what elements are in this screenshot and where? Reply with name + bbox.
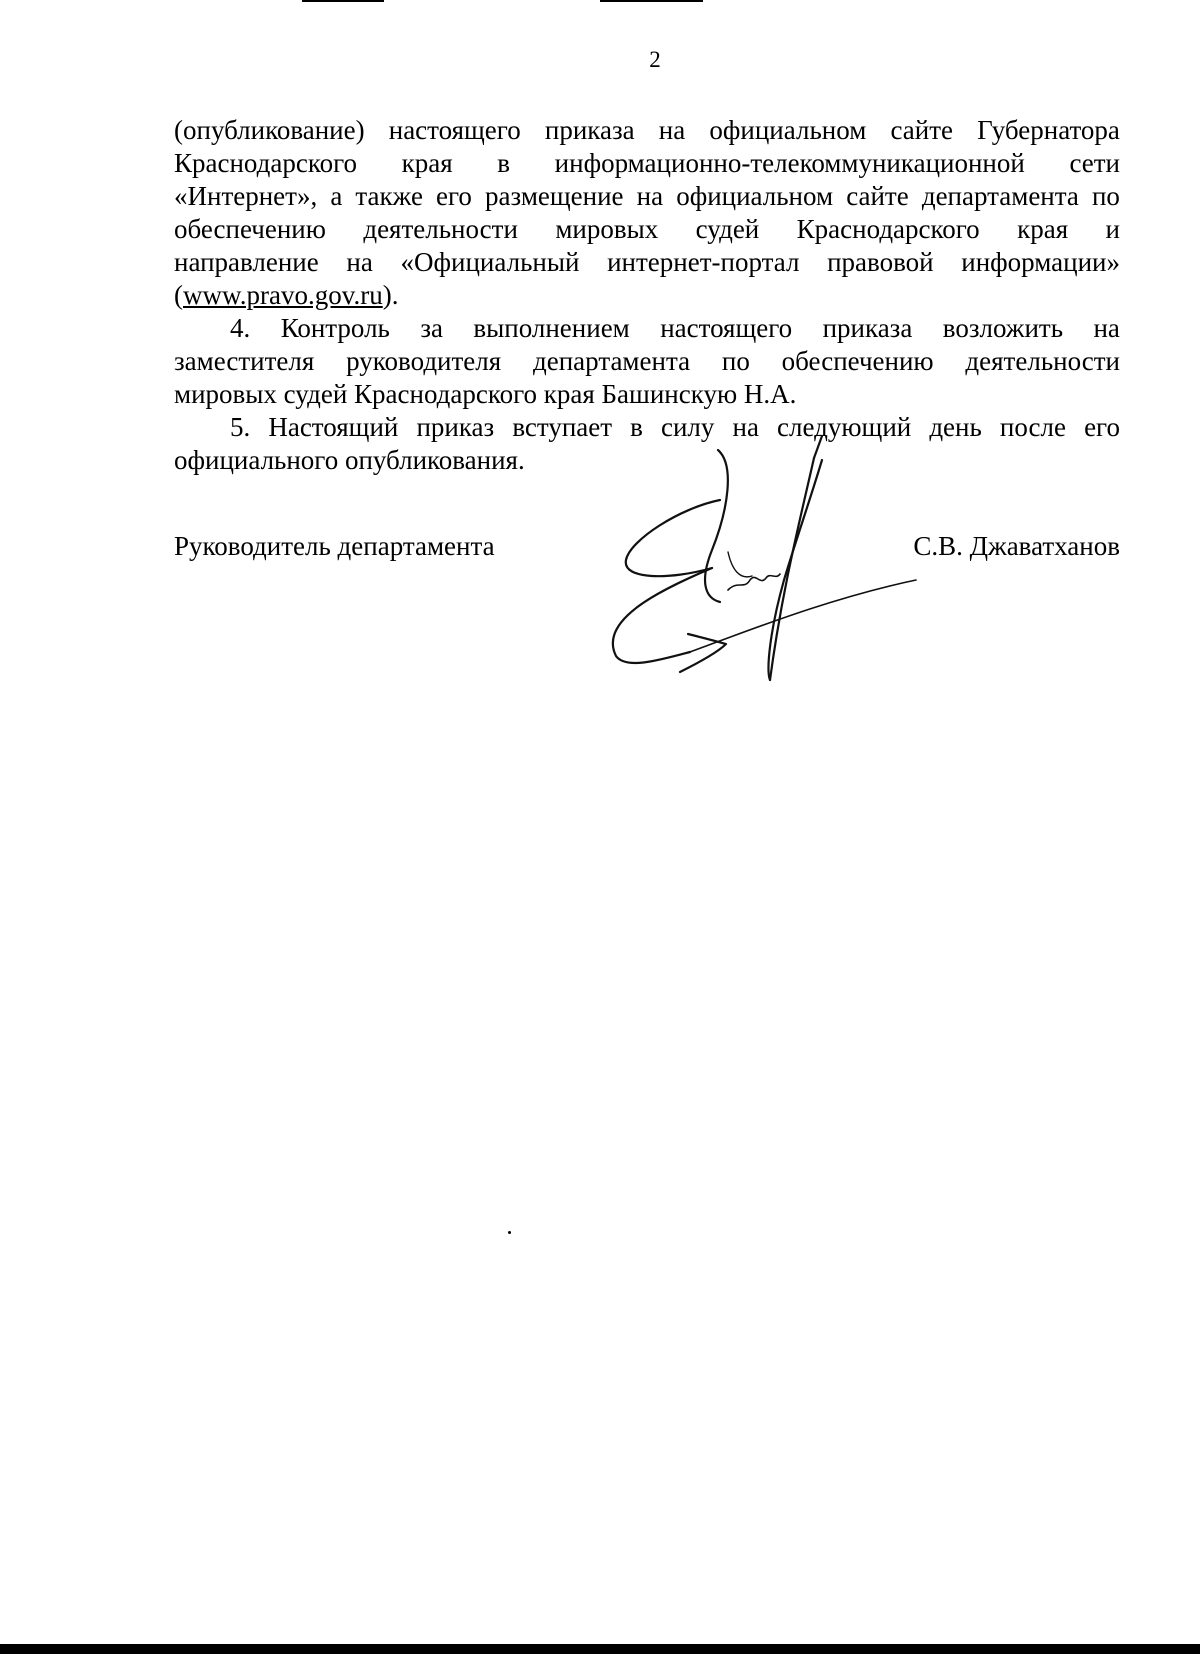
text-line — [174, 345, 1120, 378]
text-line — [174, 180, 1120, 213]
scan-bottom-border — [0, 1644, 1200, 1654]
word: Губернатора — [977, 115, 1120, 145]
paragraph-4 — [174, 312, 1120, 378]
word: день — [929, 412, 982, 442]
word: по — [1091, 181, 1120, 211]
paragraph-continuation — [174, 114, 1120, 279]
word: края — [1017, 214, 1069, 244]
word: обеспечению — [174, 214, 326, 244]
url-open: ( — [174, 280, 183, 310]
word: на — [1093, 313, 1120, 343]
signer-title: Руководитель департамента — [174, 531, 495, 561]
text-line — [174, 114, 1120, 147]
word: на — [346, 247, 373, 277]
word: официальном — [676, 181, 834, 211]
word: на — [658, 115, 686, 145]
paragraph-5-last-line: официального опубликования. — [174, 445, 525, 475]
url-close: ). — [382, 280, 399, 310]
word: а — [330, 181, 343, 211]
word: правовой — [827, 247, 934, 277]
word: руководителя — [346, 346, 502, 376]
word: «Интернет», — [174, 181, 318, 211]
word: «Официальный — [400, 247, 580, 277]
word: деятельности — [965, 346, 1120, 376]
text-line — [174, 147, 1120, 180]
official-portal-link[interactable]: www.pravo.gov.ru — [183, 280, 383, 310]
word: силу — [660, 412, 715, 442]
word: мировых — [555, 214, 659, 244]
word: в — [630, 412, 643, 442]
top-rule-left — [302, 0, 384, 2]
url-line — [174, 279, 1120, 312]
word: его — [1084, 412, 1120, 442]
signer-name: С.В. Джаватханов — [913, 531, 1120, 561]
document-body — [174, 114, 1120, 477]
word: 5. — [230, 412, 251, 442]
word: деятельности — [363, 214, 518, 244]
word: на — [636, 181, 664, 211]
word: судей — [695, 214, 760, 244]
word: возложить — [942, 313, 1064, 343]
word: заместителя — [174, 346, 315, 376]
word: сайте — [846, 181, 909, 211]
word: по — [721, 346, 750, 376]
word: направление — [174, 247, 319, 277]
word: информации» — [961, 247, 1120, 277]
word: настоящего — [660, 313, 793, 343]
word: вступает — [512, 412, 613, 442]
paragraph-4-last-line: мировых судей Краснодарского края Башинскую Н.А. — [174, 379, 797, 409]
word: на — [732, 412, 759, 442]
word: края — [401, 148, 453, 178]
word: (опубликование) — [174, 115, 365, 145]
word: департамента — [921, 181, 1079, 211]
word: размещение — [485, 181, 624, 211]
word: в — [497, 148, 511, 178]
word: Краснодарского — [174, 148, 358, 178]
word: Настоящий — [268, 412, 399, 442]
word: обеспечению — [781, 346, 934, 376]
word: следующий — [777, 412, 912, 442]
word: интернет-портал — [607, 247, 800, 277]
top-rule-right — [600, 0, 703, 2]
page-number: 2 — [649, 47, 661, 72]
word: его — [436, 181, 472, 211]
word: 4. — [230, 313, 251, 343]
word: приказ — [416, 412, 495, 442]
word: приказа — [822, 313, 913, 343]
text-line — [174, 246, 1120, 279]
word: сети — [1069, 148, 1120, 178]
word: департамента — [533, 346, 691, 376]
handwritten-signature — [600, 430, 930, 690]
text-line — [174, 312, 1120, 345]
text-line — [174, 213, 1120, 246]
word: Контроль — [280, 313, 390, 343]
word: настоящего — [388, 115, 521, 145]
scan-dot — [508, 1231, 511, 1234]
word: Краснодарского — [796, 214, 980, 244]
word: за — [420, 313, 443, 343]
word: сайте — [890, 115, 953, 145]
word: и — [1105, 214, 1120, 244]
word: официальном — [709, 115, 867, 145]
word: после — [999, 412, 1066, 442]
word: приказа — [544, 115, 635, 145]
word: выполнением — [473, 313, 630, 343]
word: также — [355, 181, 423, 211]
word: информационно-телекоммуникационной — [554, 148, 1025, 178]
